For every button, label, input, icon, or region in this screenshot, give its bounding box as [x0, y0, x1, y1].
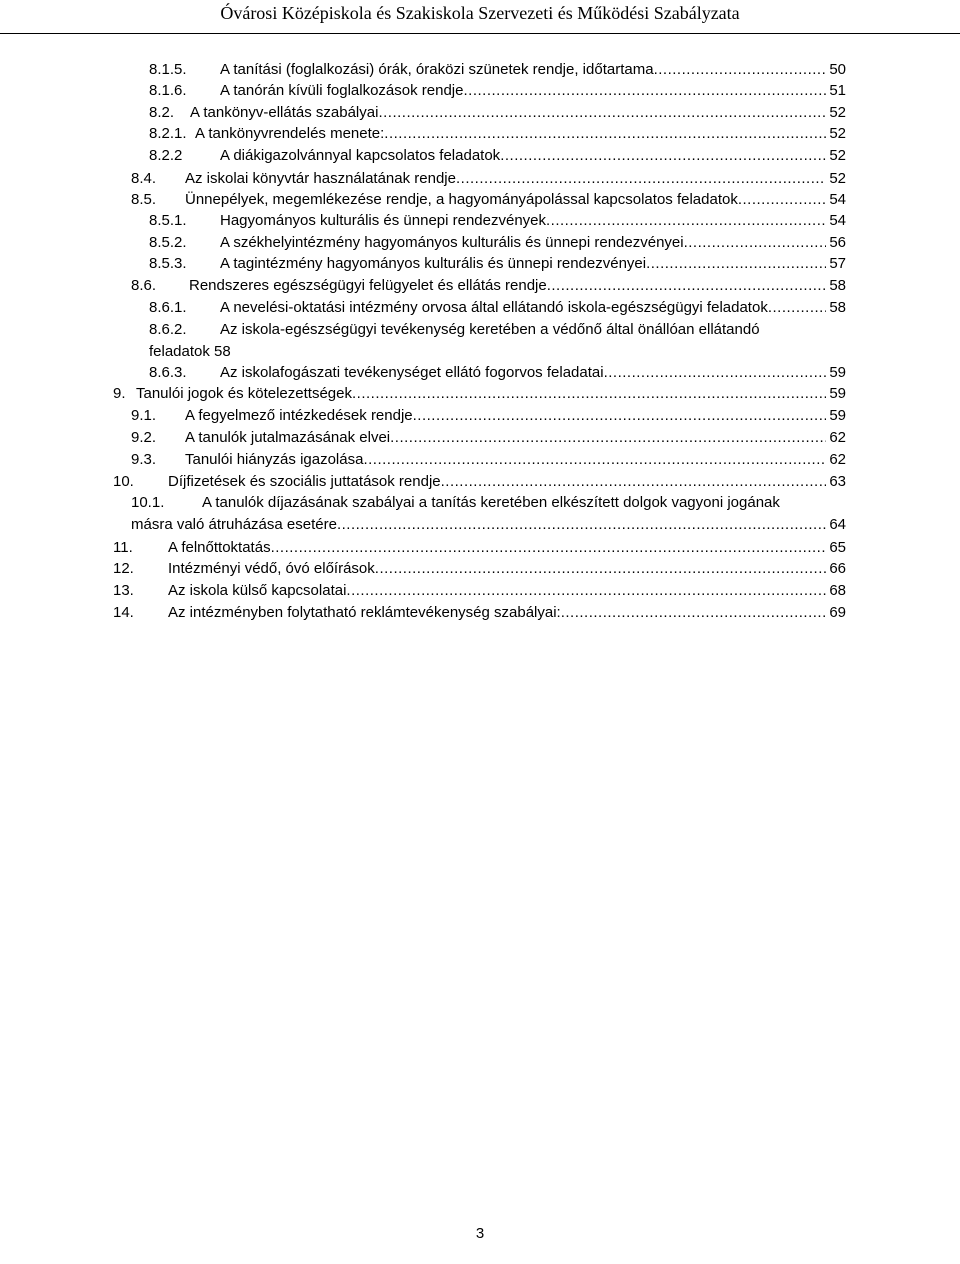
toc-entry-page: 68 — [829, 582, 846, 599]
toc-entry-page: 64 — [829, 516, 846, 533]
toc-entry-title: A tanulók díjazásának szabályai a tanítás keretében elkészített dolgok vagyoni jogának — [202, 494, 780, 511]
toc-entry-title: A diákigazolvánnyal kapcsolatos feladatok — [220, 147, 501, 164]
toc-entry-number: 8.5.2. — [149, 234, 187, 251]
toc-entry-page: 58 — [829, 277, 846, 294]
toc-dot-leader — [738, 189, 826, 211]
toc-entry-number: 10.1. — [131, 494, 165, 511]
running-header-title: Óvárosi Középiskola és Szakiskola Szervezeti és Működési Szabályzata — [220, 3, 740, 23]
toc-entry-page: 65 — [829, 539, 846, 556]
toc-entry-page: 59 — [829, 407, 846, 424]
toc-entry[interactable] — [113, 537, 846, 559]
toc-entry-title: A székhelyintézmény hagyományos kulturális és ünnepi rendezvényei — [220, 234, 684, 251]
toc-entry-number: 8.5.1. — [149, 212, 187, 229]
toc-entry-page: 58 — [829, 299, 846, 316]
toc-entry-page: 63 — [829, 473, 846, 490]
toc-entry-title: A tanulók jutalmazásának elvei — [185, 429, 391, 446]
toc-entry-page: 52 — [829, 147, 846, 164]
toc-entry-page: 62 — [829, 429, 846, 446]
toc-entry[interactable] — [131, 275, 846, 297]
toc-entry-title: Az iskola külső kapcsolatai — [168, 582, 347, 599]
toc-entry[interactable] — [131, 449, 846, 471]
toc-entry-title: Az intézményben folytatható reklámtevékenység szabályai: — [168, 604, 561, 621]
toc-entry-number: 8.6. — [131, 277, 157, 294]
toc-entry-title: Intézményi védő, óvó előírások — [168, 560, 375, 577]
toc-entry-page: 66 — [829, 560, 846, 577]
toc-entry[interactable] — [149, 232, 846, 254]
toc-dot-leader — [546, 210, 826, 232]
toc-dot-leader — [390, 427, 826, 449]
toc-entry-number: 8.5. — [131, 191, 157, 208]
toc-entry-title: A tanítási (foglalkozási) órák, óraközi szünetek rendje, időtartama — [220, 61, 654, 78]
toc-entry[interactable] — [149, 362, 846, 384]
toc-dot-leader — [500, 145, 826, 167]
toc-entry-number: 8.2. — [149, 104, 175, 121]
toc-dot-leader — [441, 471, 827, 493]
toc-entry-title: A felnőttoktatás — [168, 539, 271, 556]
toc-entry-title: Rendszeres egészségügyi felügyelet és ellátás rendje — [189, 277, 547, 294]
toc-entry[interactable] — [149, 59, 846, 81]
toc-entry-page: 52 — [829, 170, 846, 187]
toc-entry[interactable] — [149, 297, 846, 319]
toc-dot-leader — [352, 383, 826, 405]
toc-entry-title: Tanulói jogok és kötelezettségek — [136, 385, 352, 402]
toc-entry-number: 8.1.6. — [149, 82, 187, 99]
toc-entry-number: 12. — [113, 560, 134, 577]
toc-entry-page: 54 — [829, 191, 846, 208]
toc-entry[interactable] — [113, 602, 846, 624]
toc-entry-title: A nevelési-oktatási intézmény orvosa által ellátandó iskola-egészségügyi feladatok — [220, 299, 768, 316]
toc-entry-title-continued: feladatok 58 — [149, 343, 231, 360]
toc-dot-leader — [604, 362, 827, 384]
toc-entry-number: 9.2. — [131, 429, 157, 446]
toc-dot-leader — [768, 297, 826, 319]
toc-entry[interactable] — [149, 123, 846, 145]
toc-dot-leader — [463, 80, 826, 102]
toc-entry-number: 8.1.5. — [149, 61, 187, 78]
toc-entry[interactable] — [131, 168, 846, 190]
toc-entry-continuation[interactable] — [131, 514, 846, 536]
toc-entry-number: 14. — [113, 604, 134, 621]
toc-entry-number: 8.2.2 — [149, 147, 183, 164]
toc-entry-page: 56 — [829, 234, 846, 251]
toc-entry[interactable] — [113, 558, 846, 580]
toc-entry-page: 50 — [829, 61, 846, 78]
toc-entry-title: Tanulói hiányzás igazolása — [185, 451, 364, 468]
toc-entry-page: 54 — [829, 212, 846, 229]
toc-entry-number: 8.2.1. — [149, 125, 187, 142]
toc-entry[interactable] — [149, 80, 846, 102]
toc-entry-page: 57 — [829, 255, 846, 272]
toc-entry-title: Hagyományos kulturális és ünnepi rendezvények — [220, 212, 547, 229]
toc-dot-leader — [346, 580, 826, 602]
toc-entry-title-continued: másra való átruházása esetére — [131, 516, 337, 533]
toc-entry-page: 51 — [829, 82, 846, 99]
toc-entry-title: Az iskolai könyvtár használatának rendje — [185, 170, 456, 187]
toc-dot-leader — [646, 253, 826, 275]
toc-dot-leader — [413, 405, 827, 427]
toc-entry[interactable] — [131, 427, 846, 449]
toc-dot-leader — [337, 514, 826, 536]
toc-dot-leader — [375, 558, 827, 580]
toc-entry-page: 59 — [829, 364, 846, 381]
toc-entry-title: Az iskolafogászati tevékenységet ellátó fogorvos feladatai — [220, 364, 604, 381]
toc-entry-number: 13. — [113, 582, 134, 599]
toc-dot-leader — [654, 59, 827, 81]
toc-entry-title: A tagintézmény hagyományos kulturális és ünnepi rendezvényei — [220, 255, 647, 272]
toc-dot-leader — [561, 602, 827, 624]
toc-dot-leader — [684, 232, 827, 254]
toc-entry-number: 9.3. — [131, 451, 157, 468]
toc-entry-continuation — [149, 341, 231, 363]
toc-entry[interactable] — [113, 580, 846, 602]
toc-entry-page: 62 — [829, 451, 846, 468]
toc-entry-number: 8.6.1. — [149, 299, 187, 316]
toc-entry[interactable] — [149, 145, 846, 167]
toc-entry-page: 59 — [829, 385, 846, 402]
toc-dot-leader — [378, 102, 826, 124]
toc-entry-title: Az iskola-egészségügyi tevékenység keretében a védőnő által önállóan ellátandó — [220, 321, 760, 338]
toc-entry[interactable] — [113, 383, 846, 405]
toc-entry-page: 52 — [829, 104, 846, 121]
toc-entry-page: 52 — [829, 125, 846, 142]
toc-entry[interactable] — [113, 471, 846, 493]
toc-entry-number: 8.5.3. — [149, 255, 187, 272]
toc-entry-number: 9.1. — [131, 407, 157, 424]
toc-entry-number: 10. — [113, 473, 134, 490]
toc-entry[interactable] — [149, 210, 846, 232]
toc-entry-title: A fegyelmező intézkedések rendje — [185, 407, 413, 424]
toc-dot-leader — [271, 537, 827, 559]
toc-entry-number: 8.6.3. — [149, 364, 187, 381]
toc-entry-number: 11. — [113, 539, 133, 556]
toc-entry[interactable] — [149, 319, 846, 341]
toc-dot-leader — [547, 275, 827, 297]
toc-dot-leader — [384, 123, 826, 145]
toc-entry-number: 8.6.2. — [149, 321, 187, 338]
toc-entry-title: A tanórán kívüli foglalkozások rendje — [220, 82, 464, 99]
toc-dot-leader — [456, 168, 826, 190]
toc-entry-number: 8.4. — [131, 170, 157, 187]
toc-entry-title: Díjfizetések és szociális juttatások rendje — [168, 473, 441, 490]
toc-entry-page: 69 — [829, 604, 846, 621]
page-number: 3 — [475, 1225, 485, 1242]
toc-entry[interactable] — [149, 253, 846, 275]
toc-dot-leader — [363, 449, 826, 471]
toc-entry-title: Ünnepélyek, megemlékezése rendje, a hagyományápolással kapcsolatos feladatok — [185, 191, 738, 208]
toc-entry[interactable] — [131, 405, 846, 427]
toc-entry-title: A tankönyvrendelés menete: — [195, 125, 385, 142]
toc-entry-title: A tankönyv-ellátás szabályai — [190, 104, 379, 121]
toc-entry[interactable] — [131, 492, 846, 514]
toc-entry[interactable] — [149, 102, 846, 124]
toc-entry-number: 9. — [113, 385, 126, 402]
toc-entry[interactable] — [131, 189, 846, 211]
